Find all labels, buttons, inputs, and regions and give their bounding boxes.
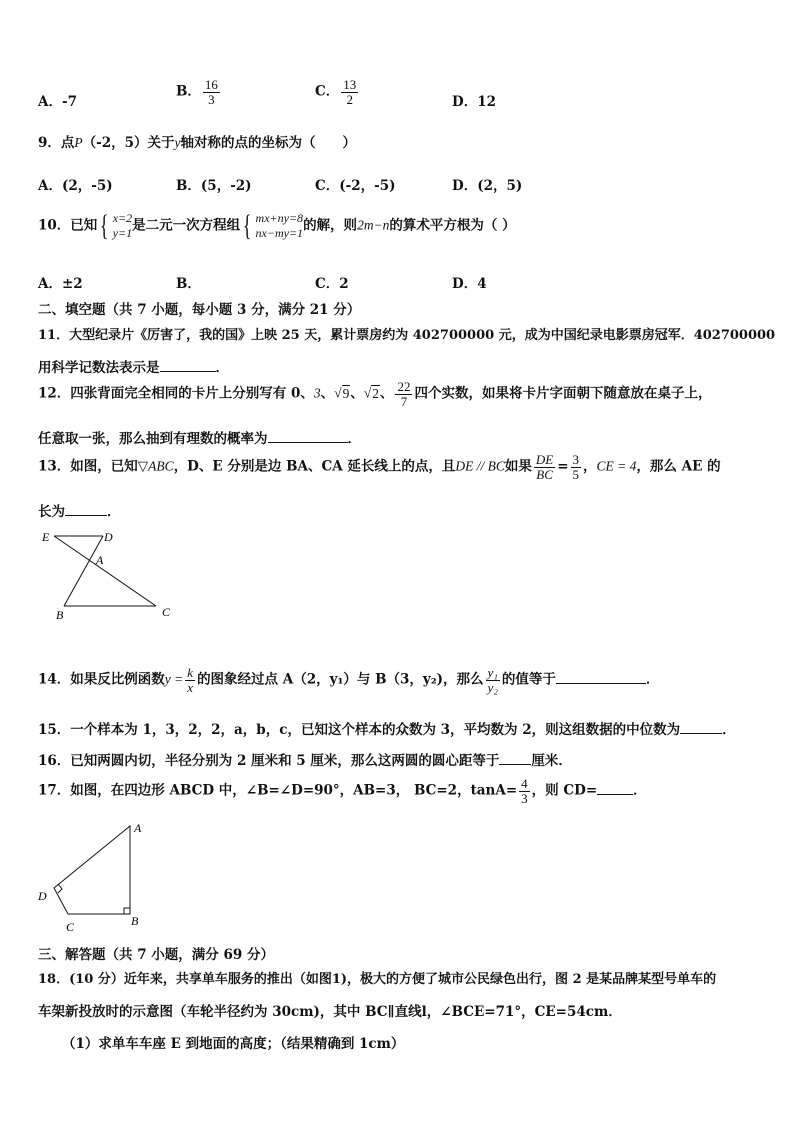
q17-quadrilateral-figure	[34, 818, 154, 936]
q9-option-a: A．(2，-5)	[38, 178, 113, 194]
q8-c-fraction: $\frac{13}{2}$	[343, 77, 357, 107]
q10-option-b: B．	[176, 276, 201, 292]
q18-line1: 18．(10 分）近年来，共享单车服务的推出（如图1)，极大的方便了城市公民绿色出行，图 2 是某品牌某型号单车的	[38, 972, 717, 987]
q15-answer-blank[interactable]	[680, 721, 722, 734]
q17-label-c: C	[66, 920, 75, 934]
q11-line1: 11．大型纪录片《厉害了，我的国》上映 25 天，累计票房约为 402700000 元，成为中国纪录电影票房冠军．402700000	[38, 328, 776, 343]
q17-answer-blank[interactable]	[597, 782, 633, 795]
q8-option-c: C． $\frac{13}{2}$	[315, 77, 357, 107]
q10-option-a: A．±2	[38, 276, 83, 292]
q17-label-a: A	[134, 821, 142, 835]
q17-right-angle-b	[124, 908, 130, 914]
q12-sqrt-9: √9	[334, 385, 350, 401]
q17-quadrilateral	[54, 826, 130, 914]
q13-triangle-figure	[36, 526, 186, 626]
q17-right-angle-d	[58, 884, 62, 893]
q18-line2: 车架新投放时的示意图（车轮半径约为 30cm)，其中 BC∥直线l，∠BCE=71°，CE=54cm．	[38, 1004, 622, 1020]
q13-label-a: A	[96, 553, 104, 567]
q10-equation-system: { mx+ny=8 nx−my=1	[243, 209, 304, 242]
q16-answer-blank[interactable]	[499, 752, 531, 765]
q14-answer-blank[interactable]	[556, 671, 646, 684]
q13-label-b: B	[56, 608, 64, 622]
q13-label-c: C	[162, 605, 171, 619]
q10-solution-system: { x=2 y=1	[100, 209, 133, 242]
q12-line1: 12．四张背面完全相同的卡片上分别写有 0、3、√9、√2、 $\frac{22}{7}$ 四个实数，如果将卡片字面朝下随意放在桌子上，	[38, 379, 712, 409]
q9-option-b: B．(5，-2)	[176, 178, 252, 194]
q17-tan-fraction: $\frac{4}{3}$	[521, 776, 528, 806]
q8-option-b: B． $\frac{16}{3}$	[176, 77, 218, 107]
section-fill-in-heading: 二、填空题（共 7 小题，每小题 3 分，满分 21 分）	[38, 302, 361, 318]
q8-option-d: D．12	[452, 94, 496, 110]
q14-question: 14．如果反比例函数y = $\frac{k}{x}$ 的图象经过点 A（2，y₁）与 B（3，y₂)，那么 $\frac{\text{y₁}}{\text{y₂}}$ 的值等于 ．	[38, 665, 660, 695]
q13-label-d: D	[104, 530, 113, 544]
q9-option-d: D．(2，5)	[452, 178, 523, 194]
q11-line2: 用科学记数法表示是 ．	[38, 360, 229, 376]
q14-y-ratio: $\frac{\text{y₁}}{\text{y₂}}$	[487, 665, 498, 695]
q14-k-over-x: $\frac{k}{x}$	[187, 665, 194, 695]
q18-sub1: （1）求单车车座 E 到地面的高度；（结果精确到 1cm）	[62, 1036, 405, 1052]
q10-question: 10．已知 { x=2 y=1 是二元一次方程组 { mx+ny=8 nx−my=1 的解，则2m−n的算术平方根为（ ）	[38, 209, 516, 242]
q15-question: 15．一个样本为 1，3，2，2，a，b，c，已知这个样本的众数为 3，平均数为 2，则这组数据的中位数为 ．	[38, 722, 736, 738]
q13-line2: 长为 ．	[38, 504, 121, 520]
q17-label-b: B	[131, 914, 139, 928]
q12-answer-blank[interactable]	[268, 430, 348, 443]
q17-label-d: D	[38, 889, 47, 903]
q9-question: 9．点P（-2，5）关于y轴对称的点的坐标为（ ）	[38, 135, 357, 151]
q16-question: 16．已知两圆内切，半径分别为 2 厘米和 5 厘米，那么这两圆的圆心距等于 厘米．	[38, 753, 572, 769]
q13-ratio-fraction: $\frac{DE}{BC}$	[535, 452, 554, 482]
q8-option-a: A．-7	[38, 94, 77, 110]
q12-line2: 任意取一张，那么抽到有理数的概率为 ．	[38, 431, 361, 447]
q9-option-c: C．(-2，-5)	[315, 178, 396, 194]
q13-answer-blank[interactable]	[65, 503, 107, 516]
q17-question: 17．如图，在四边形 ABCD 中，∠B=∠D=90°，AB=3， BC=2，tanA= $\frac{4}{3}$ ，则 CD= ．	[38, 776, 647, 806]
q12-fraction: $\frac{22}{7}$	[397, 379, 411, 409]
q12-sqrt-2: √2	[363, 385, 379, 401]
q10-option-d: D．4	[452, 276, 487, 292]
q13-line1: 13．如图，已知▽ABC，D、E 分别是边 BA、CA 延长线上的点，且DE // BC如果 $\frac{DE}{BC}$ = $\frac{3}{5}$ ，CE = 4，那么 AE 的	[38, 452, 721, 482]
q13-label-e: E	[42, 530, 50, 544]
q10-option-c: C．2	[315, 276, 349, 292]
q13-value-fraction: $\frac{3}{5}$	[572, 452, 580, 482]
q8-b-fraction: $\frac{16}{3}$	[204, 77, 218, 107]
section-solve-heading: 三、解答题（共 7 小题，满分 69 分）	[38, 947, 274, 963]
q11-answer-blank[interactable]	[160, 359, 216, 372]
